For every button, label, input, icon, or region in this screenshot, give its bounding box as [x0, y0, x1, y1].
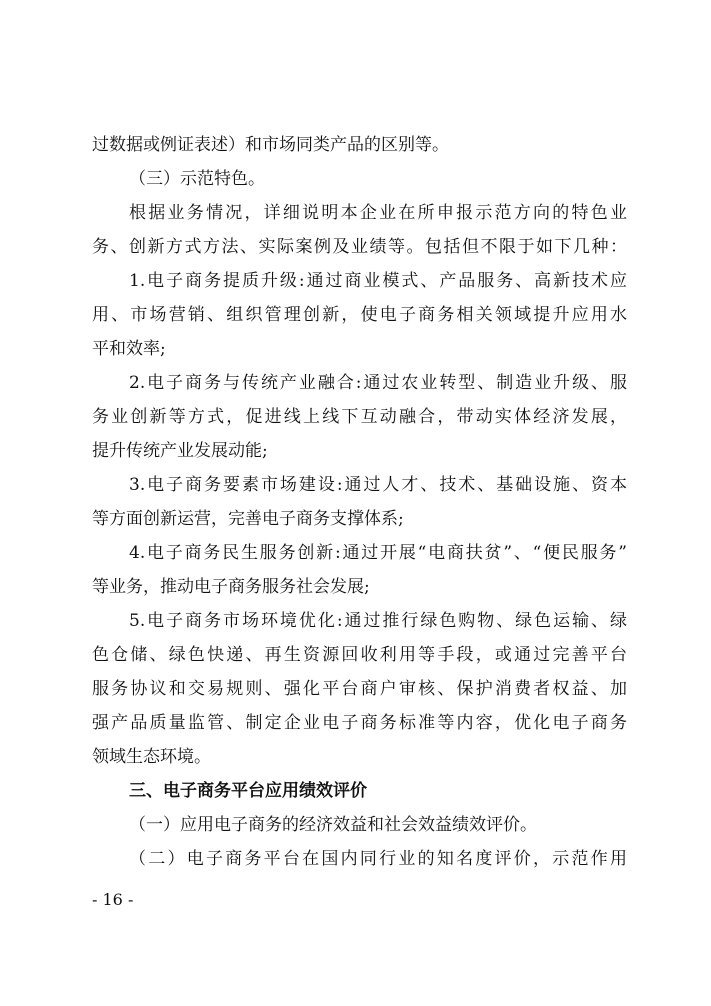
text-line: 5.电子商务市场环境优化:通过推行绿色购物、绿色运输、绿: [129, 611, 627, 631]
text-line: 用、市场营销、组织管理创新，使电子商务相关领域提升应用水: [92, 305, 627, 325]
body-text: [92, 128, 627, 876]
text-line: 根据业务情况，详细说明本企业在所申报示范方向的特色业: [129, 203, 627, 223]
text-line: 色仓储、绿色快递、再生资源回收利用等手段，或通过完善平台: [92, 645, 627, 665]
text-line: 3.电子商务要素市场建设:通过人才、技术、基础设施、资本: [129, 475, 627, 495]
text-line: 4.电子商务民生服务创新:通过开展“电商扶贫”、“便民服务”: [129, 543, 627, 563]
text-line: 领域生态环境。: [92, 747, 211, 767]
text-line: 过数据或例证表述）和市场同类产品的区别等。: [92, 135, 449, 155]
text-line: 务、创新方式方法、实际案例及业绩等。包括但不限于如下几种：: [92, 237, 627, 257]
section-heading: （三）示范特色。: [129, 169, 265, 189]
text-line: 2.电子商务与传统产业融合:通过农业转型、制造业升级、服: [129, 373, 627, 393]
text-line: 提升传统产业发展动能;: [92, 441, 268, 461]
text-line: 1.电子商务提质升级:通过商业模式、产品服务、高新技术应: [129, 271, 627, 291]
text-line: 务业创新等方式，促进线上线下互动融合，带动实体经济发展，: [92, 407, 627, 427]
page-number: - 16 -: [92, 890, 134, 909]
text-line: 平和效率;: [92, 339, 166, 359]
section-heading: （一）应用电子商务的经济效益和社会效益绩效评价。: [129, 815, 537, 835]
text-line: 服务协议和交易规则、强化平台商户审核、保护消费者权益、加: [92, 679, 627, 699]
text-line: 等业务，推动电子商务服务社会发展;: [92, 577, 370, 597]
text-line: 等方面创新运营，完善电子商务支撑体系;: [92, 509, 404, 529]
section-heading: （二）电子商务平台在国内同行业的知名度评价，示范作用: [129, 849, 627, 869]
chapter-heading: 三、电子商务平台应用绩效评价: [129, 781, 367, 801]
text-line: 强产品质量监管、制定企业电子商务标准等内容，优化电子商务: [92, 713, 627, 733]
